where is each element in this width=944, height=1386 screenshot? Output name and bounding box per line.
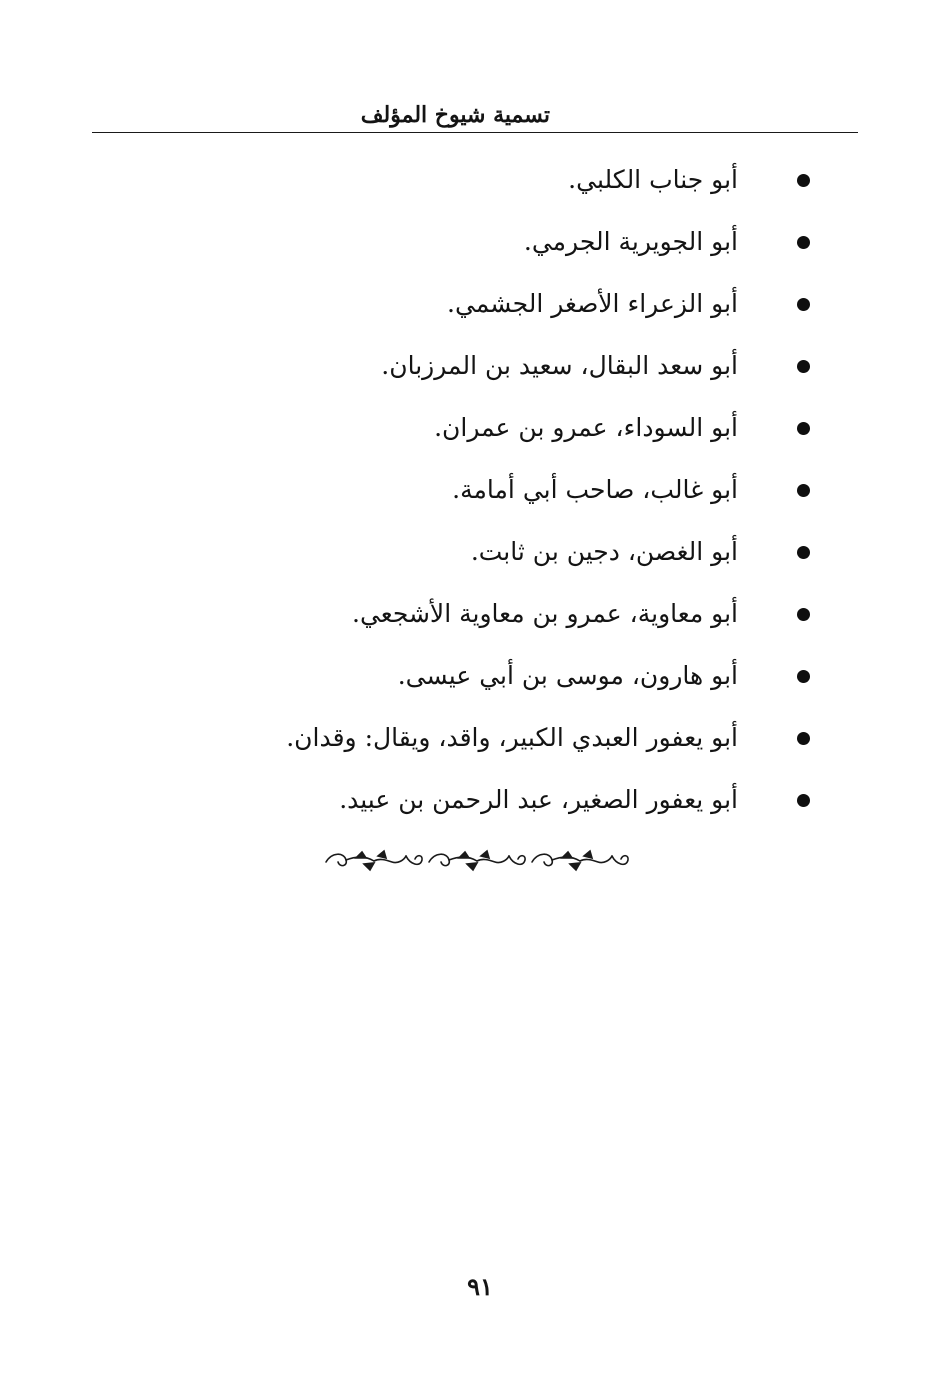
header-divider bbox=[92, 132, 858, 133]
list-item-text: أبو سعد البقال، سعيد بن المرزبان. bbox=[381, 351, 738, 380]
list-item bbox=[250, 770, 810, 832]
list-item-text: أبو الجويرية الجرمي. bbox=[523, 227, 738, 256]
list-item bbox=[250, 336, 810, 398]
bullet-icon bbox=[797, 732, 810, 745]
list-item-text: أبو يعفور العبدي الكبير، واقد، ويقال: وقدان. bbox=[286, 723, 738, 752]
list-item bbox=[250, 646, 810, 708]
bullet-icon bbox=[797, 794, 810, 807]
list-item-text: أبو الغصن، دجين بن ثابت. bbox=[470, 537, 738, 566]
list-item bbox=[250, 212, 810, 274]
page-number: ٩١ bbox=[467, 1272, 493, 1301]
bullet-icon bbox=[797, 422, 810, 435]
list-item bbox=[250, 708, 810, 770]
list-item bbox=[250, 398, 810, 460]
list-item bbox=[250, 584, 810, 646]
list-item bbox=[250, 522, 810, 584]
bullet-icon bbox=[797, 608, 810, 621]
list-item-text: أبو غالب، صاحب أبي أمامة. bbox=[452, 475, 738, 504]
bullet-icon bbox=[797, 484, 810, 497]
page-title: تسمية شيوخ المؤلف bbox=[360, 102, 550, 128]
teacher-list bbox=[250, 150, 810, 832]
floral-ornament-icon bbox=[322, 846, 632, 876]
list-item-text: أبو هارون، موسى بن أبي عيسى. bbox=[397, 661, 738, 690]
list-item bbox=[250, 274, 810, 336]
list-item-text: أبو الزعراء الأصغر الجشمي. bbox=[447, 289, 738, 318]
bullet-icon bbox=[797, 174, 810, 187]
list-item-text: أبو جناب الكلبي. bbox=[568, 165, 738, 194]
list-item bbox=[250, 150, 810, 212]
bullet-icon bbox=[797, 360, 810, 373]
bullet-icon bbox=[797, 546, 810, 559]
list-item-text: أبو معاوية، عمرو بن معاوية الأشجعي. bbox=[352, 599, 738, 628]
bullet-icon bbox=[797, 236, 810, 249]
bullet-icon bbox=[797, 298, 810, 311]
list-item bbox=[250, 460, 810, 522]
bullet-icon bbox=[797, 670, 810, 683]
list-item-text: أبو السوداء، عمرو بن عمران. bbox=[434, 413, 738, 442]
list-item-text: أبو يعفور الصغير، عبد الرحمن بن عبيد. bbox=[339, 785, 738, 814]
